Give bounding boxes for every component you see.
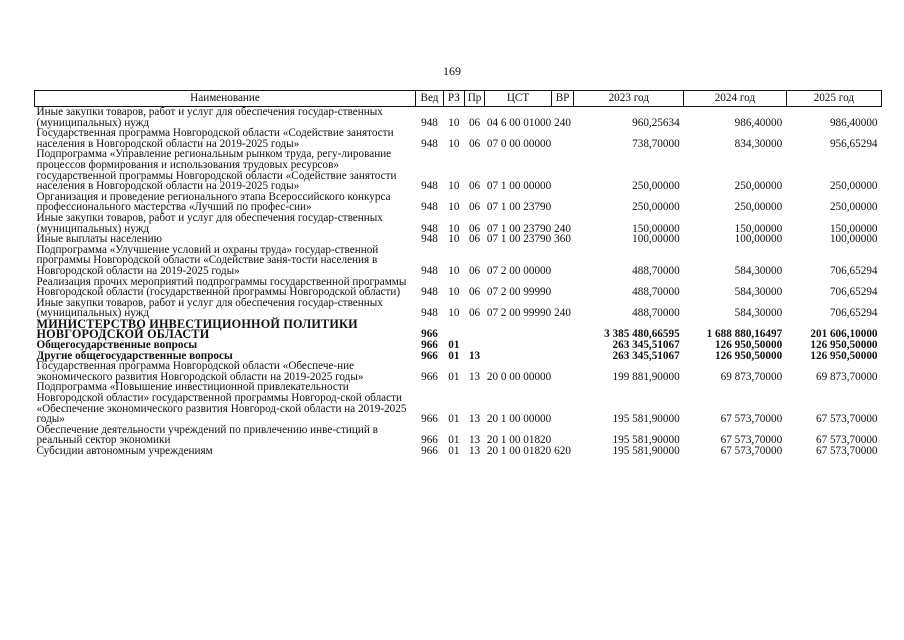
row-value-2025: 201 606,10000	[810, 328, 878, 341]
row-pr: 06	[468, 307, 481, 320]
row-value-2024: 834,30000	[734, 137, 783, 150]
row-pr: 06	[468, 137, 481, 150]
row-cst: 07 2 00 00000	[486, 264, 552, 277]
table-row	[35, 128, 882, 149]
row-pr: 06	[468, 180, 481, 193]
row-value-2025: 67 573,70000	[815, 445, 878, 457]
row-pr: 06	[468, 286, 481, 299]
row-pr: 13	[468, 413, 481, 426]
row-name: Организация и проведение регионального этапа Всероссийского конкурса профессионального мастерства «Лучший по профес-сии»	[36, 190, 391, 214]
row-pr: 06	[468, 222, 481, 235]
row-cst: 20 0 00 00000	[486, 370, 552, 383]
row-vr: 240	[554, 116, 571, 129]
row-name: Государственная программа Новгородской области «Содействие занятости населения в Новгородской области на 2019-2025 годы»	[36, 127, 394, 150]
row-name: Иные закупки товаров, работ и услуг для обеспечения государ-ственных (муниципальных) нужд	[36, 211, 383, 235]
row-ved: 966	[421, 339, 438, 352]
row-vr	[551, 277, 574, 298]
row-value-2024: 584,30000	[734, 264, 783, 277]
table-row	[35, 277, 882, 298]
row-name: Подпрограмма «Управление региональным рынком труда, регу-лирование процессов формирования и использования трудовых ресурсов» государственной программы Новгородской области «Содействие занятости населения в Новгородской области на 2019-2025 годы»	[36, 148, 397, 193]
row-cst: 20 1 00 01820	[486, 434, 552, 447]
table-header	[35, 91, 882, 107]
row-rz: 10	[448, 307, 460, 320]
row-pr: 13	[468, 434, 481, 447]
row-value-2025: 67 573,70000	[815, 413, 878, 426]
row-value-2025: 706,65294	[829, 264, 878, 277]
row-pr	[464, 319, 485, 340]
row-value-2023: 250,00000	[632, 201, 680, 214]
table-row	[35, 382, 882, 424]
row-value-2023: 3 385 480,66595	[604, 328, 680, 341]
row-cst: 20 1 00 00000	[486, 413, 552, 426]
row-pr: 06	[468, 201, 481, 214]
row-rz: 10	[448, 116, 460, 129]
row-cst	[485, 351, 551, 362]
row-cst: 04 6 00 01000	[486, 116, 552, 129]
table-row	[35, 446, 882, 457]
row-rz	[443, 319, 464, 340]
row-value-2025: 126 950,50000	[810, 339, 878, 352]
row-pr: 13	[468, 370, 481, 383]
page-number: 169	[443, 64, 461, 78]
row-value-2024: 67 573,70000	[720, 445, 783, 457]
row-value-2025: 150,00000	[829, 222, 878, 235]
row-ved: 966	[421, 370, 438, 383]
row-vr	[551, 340, 574, 351]
row-value-2025: 956,65294	[829, 137, 878, 150]
row-vr: 360	[554, 233, 571, 246]
row-pr: 06	[468, 264, 481, 277]
row-cst: 07 0 00 00000	[486, 137, 552, 150]
table-row	[35, 425, 882, 446]
row-cst: 07 2 00 99990	[486, 286, 552, 299]
row-ved: 966	[421, 413, 438, 426]
row-vr: 240	[554, 222, 571, 235]
row-ved: 966	[421, 445, 438, 457]
row-ved: 966	[421, 349, 438, 362]
row-cst: 20 1 00 01820	[486, 445, 552, 457]
row-cst	[485, 340, 551, 351]
row-ved: 948	[421, 116, 438, 129]
row-value-2023: 100,00000	[632, 233, 680, 246]
row-rz: 01	[448, 434, 460, 447]
row-vr	[551, 319, 574, 340]
table-row	[35, 107, 882, 129]
table-row	[35, 192, 882, 213]
row-value-2023: 195 581,90000	[612, 413, 680, 426]
row-cst: 07 1 00 23790	[486, 201, 552, 214]
row-vr: 620	[554, 445, 571, 457]
row-ved: 966	[421, 328, 438, 341]
column-header-rz: РЗ	[443, 91, 464, 107]
row-value-2024: 250,00000	[734, 201, 783, 214]
row-rz: 01	[448, 339, 460, 352]
row-ved: 966	[421, 434, 438, 447]
row-vr: 240	[554, 307, 571, 320]
row-name: Подпрограмма «Повышение инвестиционной привлекательности Новгородской области» государственной программы Новгород-ской области «Обеспечение экономического развития Новгород-ской области на 2019-2025 годы»	[36, 381, 407, 426]
row-value-2023: 195 581,90000	[612, 434, 680, 447]
row-value-2024: 1 688 880,16497	[706, 328, 783, 341]
row-ved: 948	[421, 264, 438, 277]
column-header-vr: ВР	[551, 91, 574, 107]
row-value-2024: 584,30000	[734, 286, 783, 299]
row-name: МИНИСТЕРСТВО ИНВЕСТИЦИОННОЙ ПОЛИТИКИ НОВГОРОДСКОЙ ОБЛАСТИ	[36, 316, 358, 342]
row-rz: 10	[448, 264, 460, 277]
row-ved: 948	[421, 201, 438, 214]
row-rz: 10	[448, 201, 460, 214]
row-value-2024: 126 950,50000	[715, 339, 783, 352]
row-ved: 948	[421, 233, 438, 246]
row-value-2025: 706,65294	[829, 286, 878, 299]
row-name: Подпрограмма «Улучшение условий и охраны труда» государ-ственной программы Новгородской области «Содействие заня-тости населения в Новгородской области на 2019-2025 годы»	[36, 243, 379, 277]
row-value-2024: 250,00000	[734, 180, 783, 193]
table-row	[35, 298, 882, 319]
row-name: Государственная программа Новгородской области «Обеспече-ние экономического развития Новгородской области на 2019-2025 годы»	[36, 360, 364, 383]
row-value-2024: 126 950,50000	[715, 349, 783, 362]
row-value-2024: 67 573,70000	[720, 434, 783, 447]
row-rz: 01	[448, 413, 460, 426]
row-ved: 948	[421, 180, 438, 193]
row-vr	[551, 361, 574, 382]
row-value-2023: 195 581,90000	[612, 445, 680, 457]
row-value-2024: 69 873,70000	[720, 370, 783, 383]
row-value-2023: 199 881,90000	[612, 370, 680, 383]
row-vr	[551, 351, 574, 362]
row-name: Другие общегосударственные вопросы	[36, 349, 233, 362]
row-rz: 01	[448, 445, 460, 457]
row-rz: 10	[448, 286, 460, 299]
row-value-2023: 488,70000	[632, 264, 680, 277]
row-value-2024: 150,00000	[734, 222, 783, 235]
row-cst	[485, 319, 551, 340]
row-rz: 01	[448, 349, 460, 362]
row-value-2023: 263 345,51067	[612, 339, 680, 352]
row-rz: 01	[448, 370, 460, 383]
row-value-2023: 488,70000	[632, 286, 680, 299]
row-ved: 948	[421, 307, 438, 320]
row-vr	[551, 382, 574, 424]
row-value-2023: 250,00000	[632, 180, 680, 193]
row-value-2025: 126 950,50000	[810, 349, 878, 362]
row-pr: 13	[468, 445, 481, 457]
row-rz: 10	[448, 180, 460, 193]
row-name: Иные выплаты населению	[36, 233, 162, 246]
row-vr	[551, 245, 574, 277]
table-row	[35, 361, 882, 382]
row-value-2025: 100,00000	[829, 233, 878, 246]
row-ved: 948	[421, 137, 438, 150]
table-row	[35, 213, 882, 234]
table-body	[35, 107, 882, 457]
row-name: Иные закупки товаров, работ и услуг для обеспечения государ-ственных (муниципальных) нужд	[36, 296, 383, 320]
row-rz: 10	[448, 233, 460, 246]
row-cst: 07 2 00 99990	[486, 307, 552, 320]
column-header-2024: 2024 год	[684, 91, 787, 107]
row-name: Субсидии автономным учреждениям	[36, 445, 213, 457]
column-header-2023: 2023 год	[574, 91, 684, 107]
row-value-2025: 986,40000	[829, 116, 878, 129]
row-vr	[551, 128, 574, 149]
row-ved: 948	[421, 286, 438, 299]
row-value-2023: 150,00000	[632, 222, 680, 235]
budget-table	[34, 90, 882, 457]
row-name: Обеспечение деятельности учреждений по привлечению инве-стиций в реальный сектор экономики	[36, 423, 378, 447]
row-vr	[551, 425, 574, 446]
row-name: Реализация прочих мероприятий подпрограммы государственной программы Новгородской области (государственной программы Новгородской области)	[36, 275, 407, 299]
row-pr: 06	[468, 233, 481, 246]
row-value-2025: 250,00000	[829, 201, 878, 214]
table-row	[35, 149, 882, 191]
row-value-2024: 100,00000	[734, 233, 783, 246]
row-cst: 07 1 00 23790	[486, 233, 552, 246]
row-pr: 13	[468, 349, 481, 362]
row-value-2024: 986,40000	[734, 116, 783, 129]
row-cst: 07 1 00 23790	[486, 222, 552, 235]
row-value-2023: 263 345,51067	[612, 349, 680, 362]
column-header-cst: ЦСТ	[485, 91, 551, 107]
column-header-2025: 2025 год	[786, 91, 881, 107]
column-header-name: Наименование	[35, 91, 416, 107]
row-value-2023: 738,70000	[632, 137, 680, 150]
row-value-2025: 250,00000	[829, 180, 878, 193]
row-value-2025: 67 573,70000	[815, 434, 878, 447]
row-value-2023: 960,25634	[632, 116, 680, 129]
row-value-2025: 706,65294	[829, 307, 878, 320]
row-value-2024: 67 573,70000	[720, 413, 783, 426]
row-rz: 10	[448, 222, 460, 235]
row-name: Иные закупки товаров, работ и услуг для обеспечения государ-ственных (муниципальных) нужд	[36, 106, 383, 129]
row-value-2025: 69 873,70000	[815, 370, 878, 383]
row-rz: 10	[448, 137, 460, 150]
row-pr: 06	[468, 116, 481, 129]
table-row	[35, 319, 882, 340]
row-name: Общегосударственные вопросы	[36, 339, 198, 352]
row-vr	[551, 192, 574, 213]
row-cst: 07 1 00 00000	[486, 180, 552, 193]
table-row	[35, 245, 882, 277]
row-ved: 948	[421, 222, 438, 235]
column-header-pr: Пр	[464, 91, 485, 107]
header-row	[35, 91, 882, 107]
row-value-2023: 488,70000	[632, 307, 680, 320]
row-value-2024: 584,30000	[734, 307, 783, 320]
column-header-ved: Вед	[416, 91, 444, 107]
row-vr	[551, 149, 574, 191]
